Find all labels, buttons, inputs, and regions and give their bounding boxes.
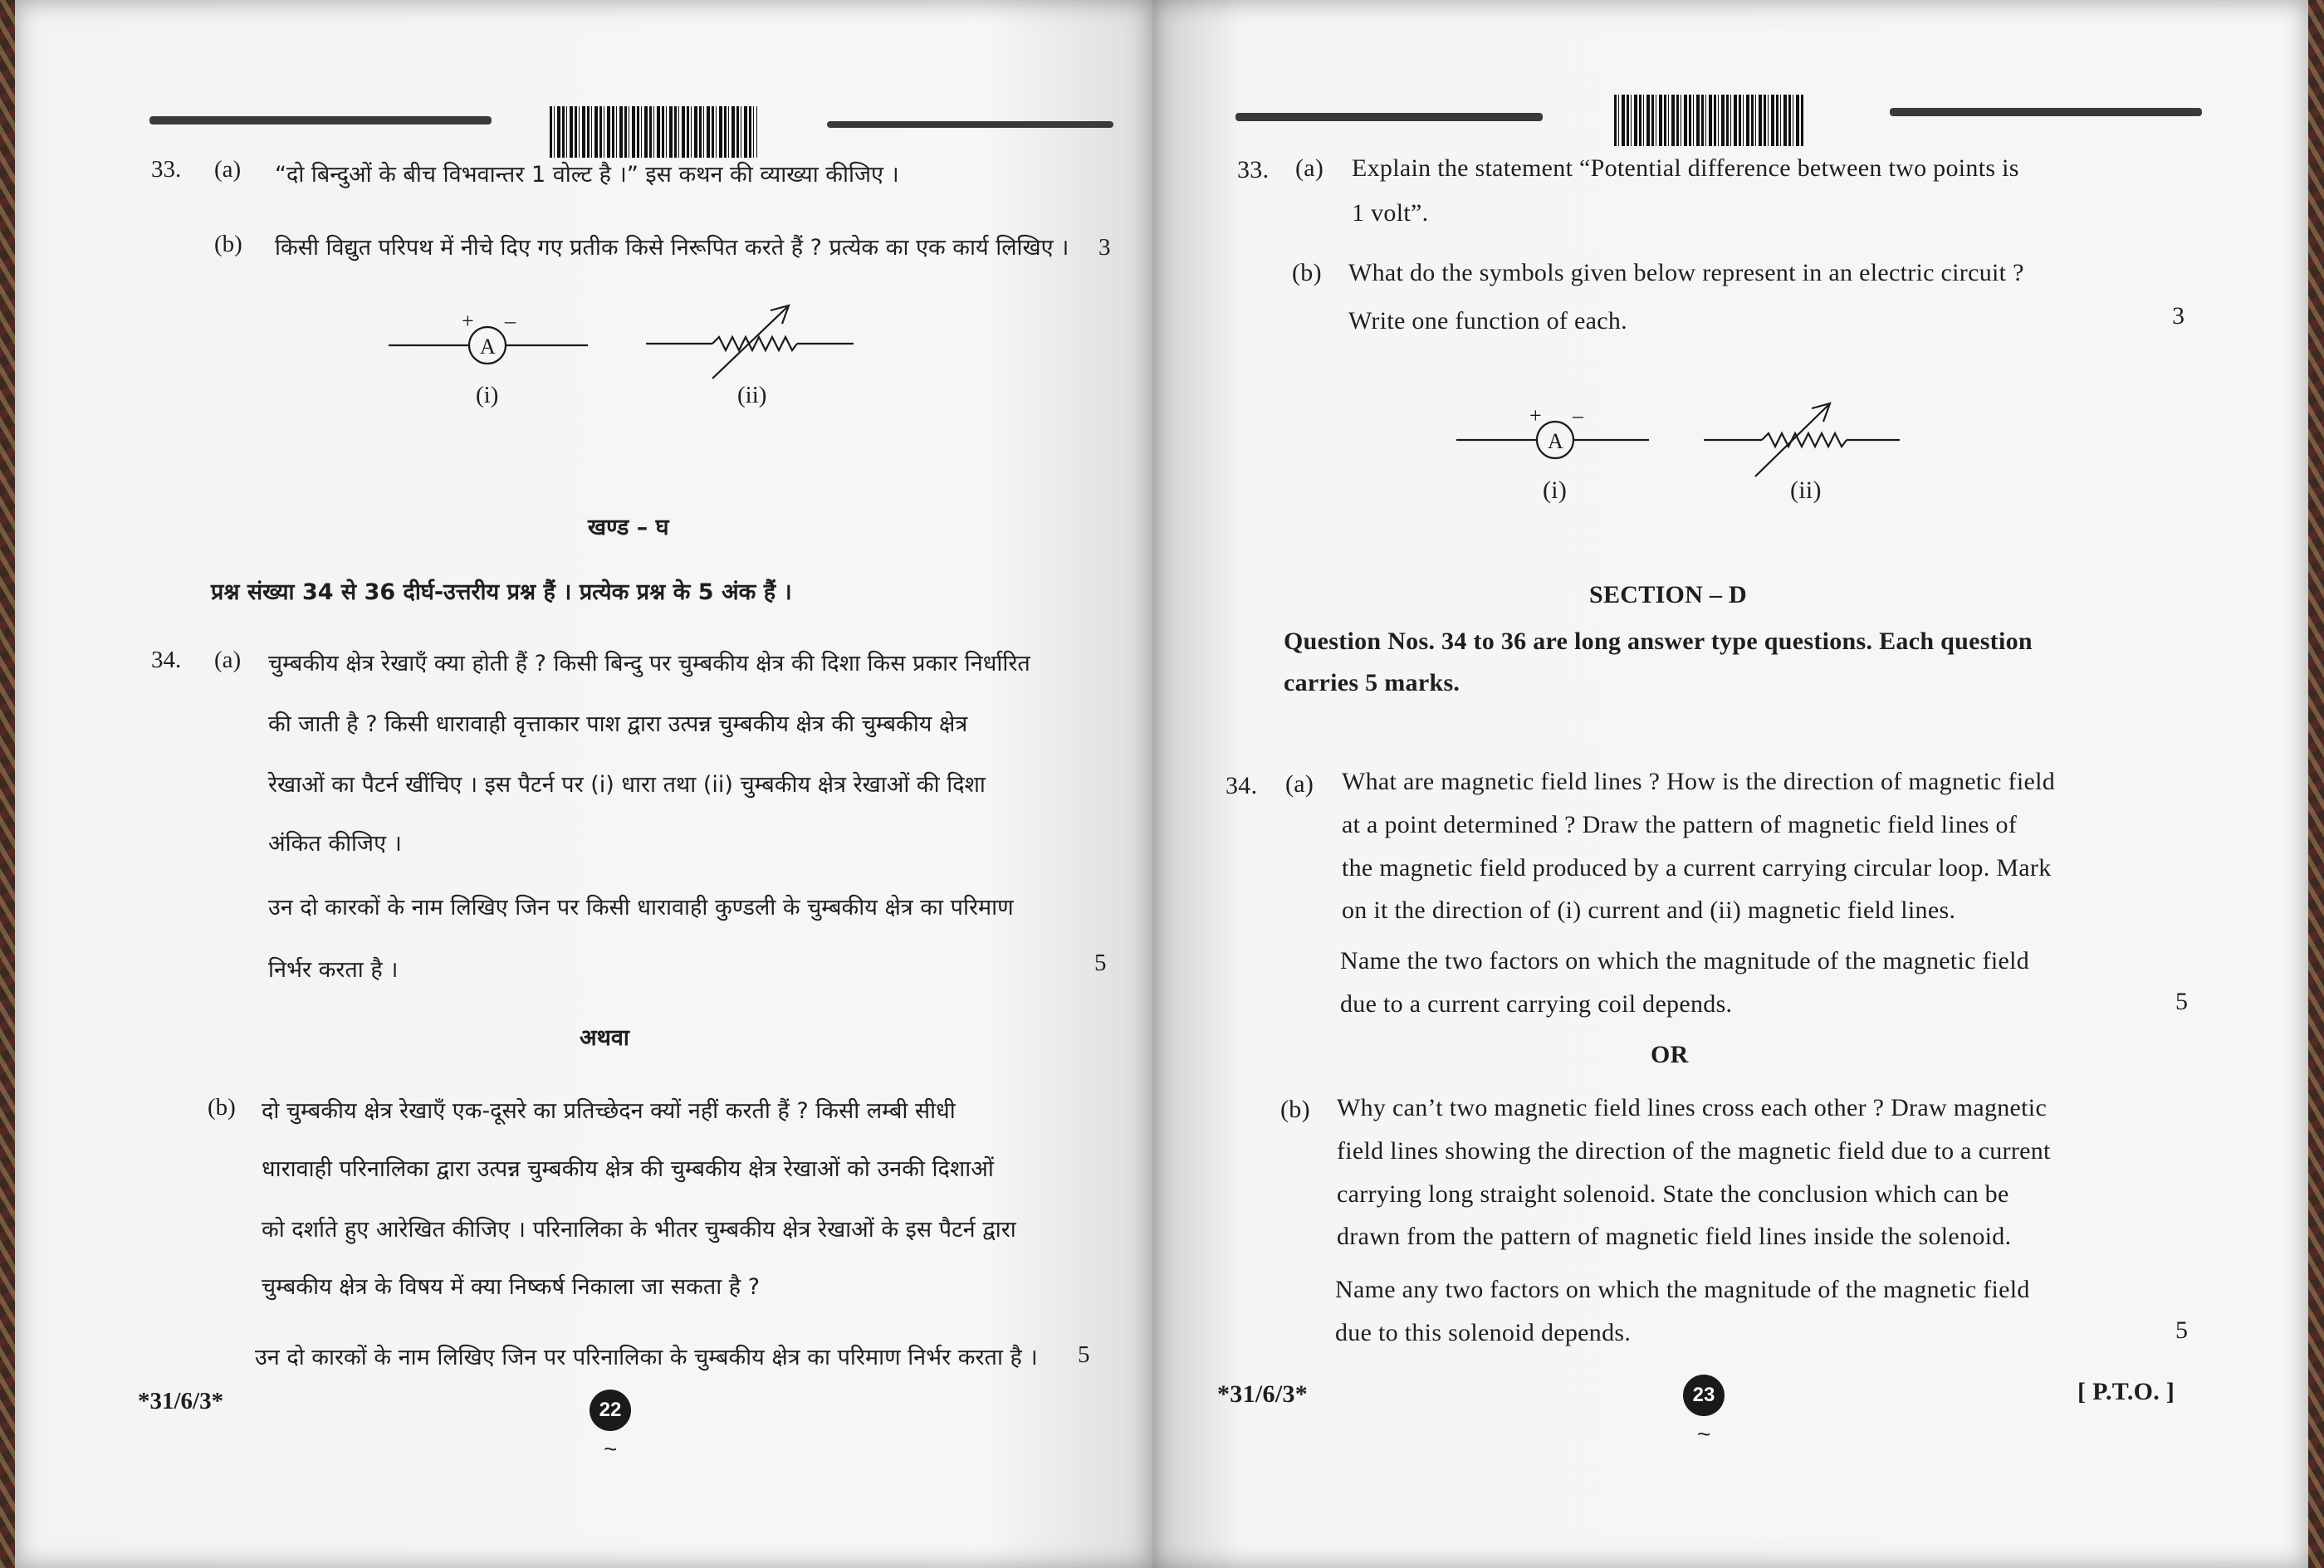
part-marker: (a) [214, 156, 242, 183]
question-text: on it the direction of (i) current and (ii) magnetic field lines. [1342, 896, 1956, 924]
section-title: SECTION – D [1589, 581, 1748, 608]
question-text: अंकित कीजिए । [268, 831, 402, 857]
question-text: field lines showing the direction of the magnetic field due to a current [1337, 1137, 2051, 1165]
svg-text:+: + [1529, 403, 1542, 427]
question-text: 1 volt”. [1352, 199, 1429, 227]
marks: 3 [2172, 302, 2185, 330]
question-text: drawn from the pattern of magnetic field lines inside the solenoid. [1337, 1223, 2012, 1250]
tilde-mark: ~ [604, 1436, 618, 1462]
question-text: at a point determined ? Draw the pattern of magnetic field lines of [1342, 811, 2018, 838]
section-instruction: carries 5 marks. [1284, 669, 1460, 696]
question-number: 34. [1226, 772, 1258, 799]
tilde-mark: ~ [1697, 1421, 1711, 1447]
question-text: carrying long straight solenoid. State the conclusion which can be [1337, 1180, 2009, 1208]
paper-code: *31/6/3* [138, 1388, 224, 1414]
question-text: चुम्बकीय क्षेत्र के विषय में क्या निष्कर्ष निकाला जा सकता है ? [262, 1274, 761, 1300]
question-text: रेखाओं का पैटर्न खींचिए । इस पैटर्न पर (i) धारा तथा (ii) चुम्बकीय क्षेत्र रेखाओं की दिशा [268, 772, 986, 798]
page-number: 23 [1683, 1375, 1725, 1416]
question-text: due to this solenoid depends. [1335, 1319, 1632, 1346]
question-text: किसी विद्युत परिपथ में नीचे दिए गए प्रतीक किसे निरूपित करते हैं ? प्रत्येक का एक कार्य लिखिए । [275, 235, 1069, 261]
svg-text:A: A [1548, 429, 1563, 453]
barcode [550, 106, 757, 158]
question-text: निर्भर करता है । [268, 957, 399, 983]
marks: 5 [2175, 988, 2189, 1015]
question-text: Why can’t two magnetic field lines cross each other ? Draw magnetic [1337, 1094, 2048, 1121]
rheostat-symbol-icon [646, 299, 862, 390]
question-text: चुम्बकीय क्षेत्र रेखाएँ क्या होती हैं ? किसी बिन्दु पर चुम्बकीय क्षेत्र की दिशा किस प्रकार निर्धारित [268, 651, 1030, 677]
question-text: Name the two factors on which the magnitude of the magnetic field [1340, 947, 2030, 975]
section-title: खण्ड – घ [588, 515, 669, 540]
part-marker: (b) [208, 1094, 236, 1121]
part-marker: (a) [1295, 154, 1324, 182]
symbol-label: (i) [1543, 476, 1568, 504]
part-marker: (a) [214, 647, 242, 673]
part-marker: (b) [1280, 1096, 1310, 1123]
marks: 5 [1094, 950, 1107, 976]
question-text: को दर्शाते हुए आरेखित कीजिए । परिनालिका के भीतर चुम्बकीय क्षेत्र रेखाओं के इस पैटर्न द्वारा [262, 1217, 1016, 1243]
question-text: the magnetic field produced by a current carrying circular loop. Mark [1342, 854, 2052, 882]
question-text: दो चुम्बकीय क्षेत्र रेखाएँ एक-दूसरे का प्रतिच्छेदन क्यों नहीं करती हैं ? किसी लम्बी सीधी [262, 1098, 956, 1124]
or-separator: अथवा [580, 1025, 629, 1051]
header-rule-right [1890, 108, 2202, 116]
question-text: धारावाही परिनालिका द्वारा उत्पन्न चुम्बकीय क्षेत्र की चुम्बकीय क्षेत्र रेखाओं को उनकी दिशाओं [262, 1156, 994, 1182]
question-text: उन दो कारकों के नाम लिखिए जिन पर परिनालिका के चुम्बकीय क्षेत्र का परिमाण निर्भर करता है । [255, 1345, 1038, 1370]
svg-text:+: + [462, 309, 474, 333]
header-rule-right [827, 121, 1113, 128]
part-marker: (b) [1292, 259, 1322, 286]
question-text: What do the symbols given below represent in an electric circuit ? [1348, 259, 2024, 286]
section-instruction: Question Nos. 34 to 36 are long answer type questions. Each question [1284, 628, 2033, 655]
part-marker: (b) [214, 231, 242, 257]
symbol-label: (ii) [737, 382, 767, 408]
header-rule-left [149, 116, 492, 125]
barcode [1614, 95, 1803, 146]
question-text: Explain the statement “Potential difference between two points is [1352, 154, 2019, 182]
or-separator: OR [1651, 1041, 1689, 1068]
section-instruction: प्रश्न संख्या 34 से 36 दीर्घ-उत्तरीय प्रश्न हैं । प्रत्येक प्रश्न के 5 अंक हैं । [211, 579, 792, 605]
rheostat-symbol-icon [1704, 395, 1920, 486]
page-number: 22 [590, 1390, 631, 1431]
marks: 5 [2175, 1316, 2189, 1344]
symbol-label: (i) [476, 382, 499, 408]
part-marker: (a) [1285, 770, 1314, 798]
question-number: 33. [1237, 156, 1270, 183]
symbol-label: (ii) [1790, 476, 1822, 504]
right-page [1152, 0, 2308, 1568]
paper-code: *31/6/3* [1217, 1380, 1309, 1408]
pto-label: [ P.T.O. ] [2077, 1378, 2175, 1405]
question-text: उन दो कारकों के नाम लिखिए जिन पर किसी धारावाही कुण्डली के चुम्बकीय क्षेत्र का परिमाण [268, 895, 1014, 921]
marks: 3 [1098, 234, 1111, 261]
marks: 5 [1078, 1341, 1090, 1368]
question-text: Write one function of each. [1348, 307, 1627, 335]
question-number: 34. [151, 647, 182, 673]
question-text: “दो बिन्दुओं के बीच विभवान्तर 1 वोल्ट है ।” इस कथन की व्याख्या कीजिए । [275, 162, 899, 188]
question-text: Name any two factors on which the magnitude of the magnetic field [1335, 1276, 2030, 1303]
question-text: की जाती है ? किसी धारावाही वृत्ताकार पाश द्वारा उत्पन्न चुम्बकीय क्षेत्र की चुम्बकीय क्षेत्र [268, 711, 968, 737]
svg-text:–: – [505, 309, 516, 333]
question-text: What are magnetic field lines ? How is the direction of magnetic field [1342, 768, 2056, 795]
left-page [15, 0, 1152, 1568]
header-rule-left [1235, 113, 1543, 121]
question-text: due to a current carrying coil depends. [1340, 990, 1733, 1018]
svg-text:–: – [1573, 403, 1583, 427]
svg-text:A: A [480, 335, 496, 359]
question-number: 33. [151, 156, 182, 183]
